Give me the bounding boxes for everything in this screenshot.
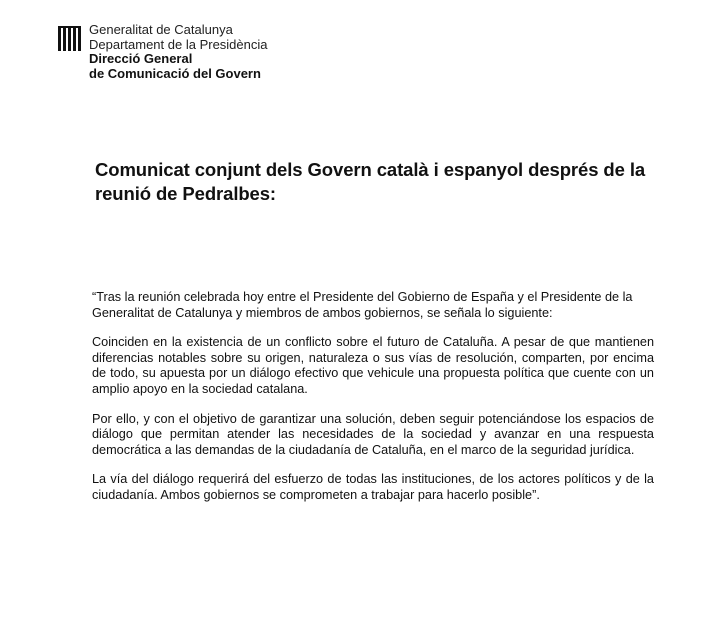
letterhead-text bbox=[89, 23, 268, 81]
letterhead-institution: Generalitat de Catalunya bbox=[89, 22, 233, 37]
paragraph-conflict: Coinciden en la existencia de un conflicto sobre el futuro de Cataluña. A pesar de que mantienen diferencias notables sobre su origen, naturaleza o sus vías de resolución, comparten, por encima de todo, su apuesta por un diálogo efectivo que vehicule una propuesta política que cuente con un amplio apoyo en la sociedad catalana. bbox=[92, 335, 654, 396]
letterhead-directorate-sub: de Comunicació del Govern bbox=[89, 65, 261, 81]
document-title: Comunicat conjunt dels Govern català i espanyol després de la reunió de Pedralbes: bbox=[95, 159, 646, 204]
letterhead-department: Departament de la Presidència bbox=[89, 36, 268, 52]
letterhead bbox=[58, 23, 268, 81]
paragraph-dialogue-spaces: Por ello, y con el objetivo de garantizar una solución, deben seguir potenciándose los espacios de diálogo que permitan atender las necesidades de la sociedad y avanzar en una respuesta democrática a las demandas de la ciudadanía de Cataluña, en el marco de la seguridad jurídica. bbox=[92, 411, 654, 457]
paragraph-intro: “Tras la reunión celebrada hoy entre el Presidente del Gobierno de España y el Presidente de la Generalitat de Catalunya y miembros de ambos gobiernos, se señala lo siguiente: bbox=[92, 290, 633, 320]
paragraph-commitment: La vía del diálogo requerirá del esfuerzo de todas las instituciones, de los actores políticos y de la ciudadanía. Ambos gobiernos se comprometen a trabajar para hacerlo posible”. bbox=[92, 472, 654, 502]
generalitat-stripes-icon bbox=[58, 26, 81, 51]
letterhead-directorate: Direcció General bbox=[89, 51, 193, 66]
document-body bbox=[92, 290, 654, 518]
